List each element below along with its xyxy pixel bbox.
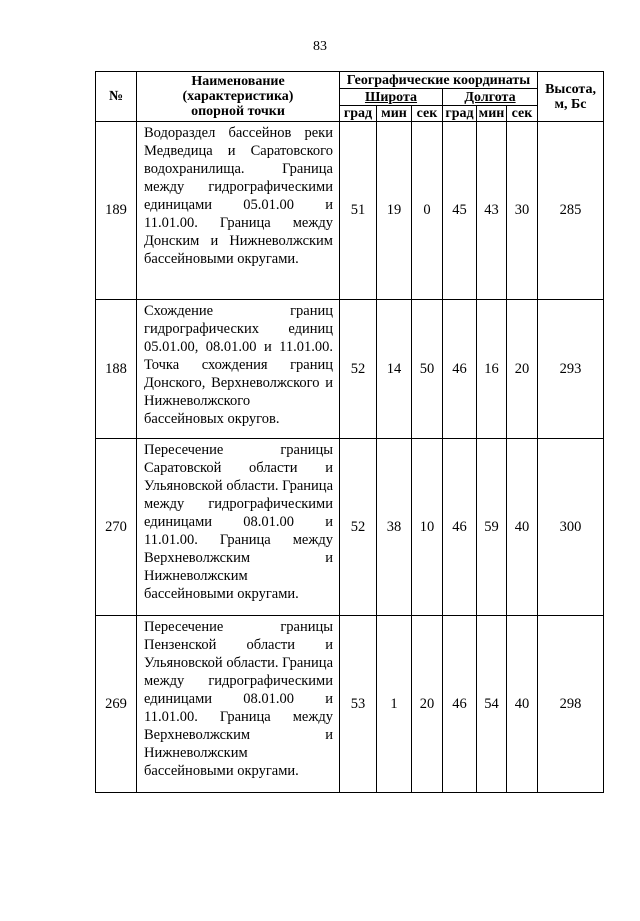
point-number: 188 [96,300,137,439]
lon-sec: 40 [507,439,538,616]
point-number: 189 [96,122,137,300]
header-lat-sec: сек [412,106,443,122]
header-geo-coordinates: Географические координаты [340,72,538,89]
lat-grad: 51 [340,122,377,300]
header-lon-min: мин [477,106,507,122]
lon-min: 16 [477,300,507,439]
lat-min: 19 [377,122,412,300]
point-description: Схождение границ гидрографических единиц 05.01.00, 08.01.00 и 11.01.00. Точка схождения границ Донского, Верхневолжского и Нижневолжского бассейновых округов. [137,300,340,439]
lon-min: 59 [477,439,507,616]
reference-points-table [95,71,604,793]
lat-grad: 53 [340,616,377,793]
header-lon-grad: град [443,106,477,122]
lat-sec: 10 [412,439,443,616]
point-height: 285 [538,122,604,300]
header-name-line2: (характеристика) [182,89,294,104]
page-number: 83 [313,39,327,54]
header-lat-grad: град [340,106,377,122]
lon-sec: 20 [507,300,538,439]
header-longitude: Долгота [443,89,538,106]
point-description: Пересечение границы Саратовской области и Ульяновской области. Граница между гидрографическими единицами 08.01.00 и 11.01.00. Граница между Верхневолжским и Нижневолжским бассейновыми округами. [137,439,340,616]
point-number: 270 [96,439,137,616]
lat-min: 1 [377,616,412,793]
table-row [96,300,604,439]
table-row [96,439,604,616]
header-name-line1: Наименование [191,74,285,89]
header-num: № [96,72,137,122]
header-latitude: Широта [340,89,443,106]
point-height: 300 [538,439,604,616]
header-name [137,72,340,122]
table-row [96,122,604,300]
lat-min: 38 [377,439,412,616]
lat-min: 14 [377,300,412,439]
table-row [96,616,604,793]
lon-grad: 45 [443,122,477,300]
lon-grad: 46 [443,439,477,616]
header-lat-min: мин [377,106,412,122]
point-description: Водораздел бассейнов реки Медведица и Саратовского водохранилища. Граница между гидрографическими единицами 05.01.00 и 11.01.00. Граница между Донским и Нижневолжским бассейновыми округами. [137,122,340,300]
lon-grad: 46 [443,300,477,439]
lon-min: 43 [477,122,507,300]
point-height: 298 [538,616,604,793]
point-description: Пересечение границы Пензенской области и Ульяновской области. Граница между гидрографическими единицами 08.01.00 и 11.01.00. Граница между Верхневолжским и Нижневолжским бассейновыми округами. [137,616,340,793]
lat-grad: 52 [340,439,377,616]
point-number: 269 [96,616,137,793]
lon-sec: 30 [507,122,538,300]
header-height: Высота, м, Бс [538,72,604,122]
header-name-line3: опорной точки [191,104,285,119]
lon-grad: 46 [443,616,477,793]
header-lon-sec: сек [507,106,538,122]
point-height: 293 [538,300,604,439]
lat-sec: 20 [412,616,443,793]
lon-min: 54 [477,616,507,793]
lat-grad: 52 [340,300,377,439]
lon-sec: 40 [507,616,538,793]
lat-sec: 0 [412,122,443,300]
lat-sec: 50 [412,300,443,439]
